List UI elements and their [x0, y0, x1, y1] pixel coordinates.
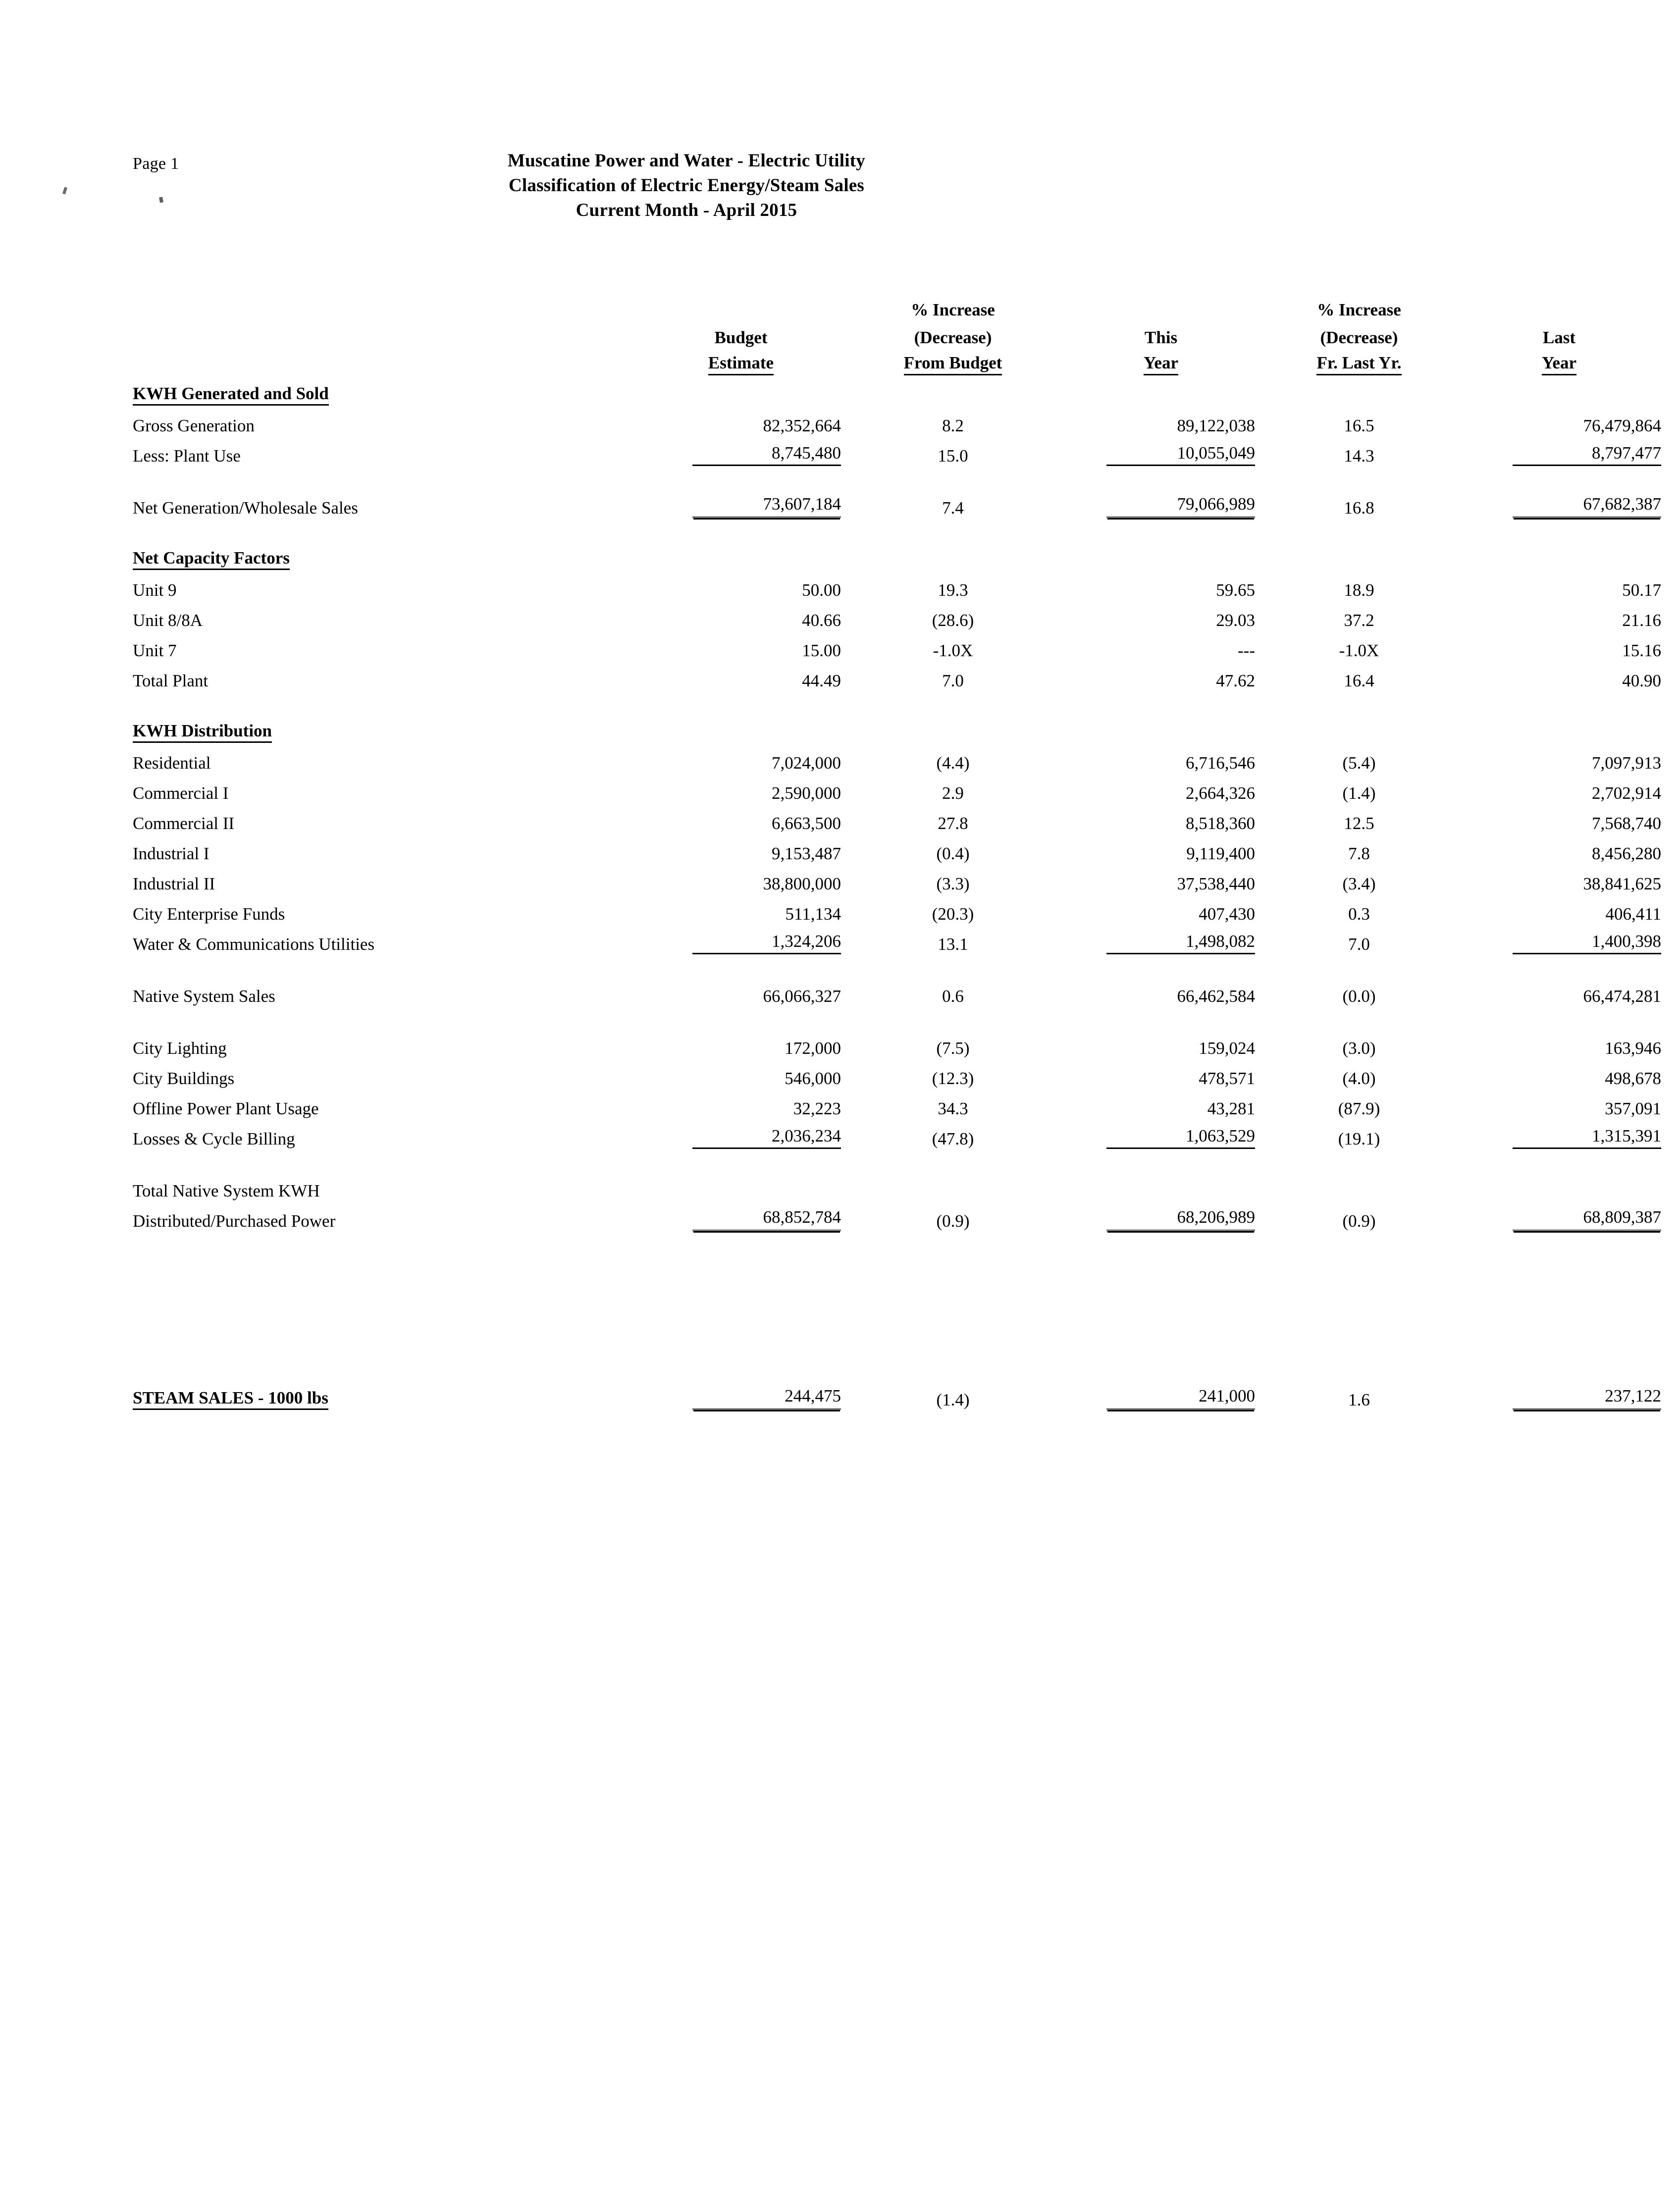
row-this-year: 29.03 — [1216, 611, 1255, 630]
steam-this-year: 241,000 — [1106, 1386, 1255, 1410]
header-from-budget-label: From Budget — [904, 353, 1002, 375]
header-pct-budget-mid: (Decrease) — [914, 328, 992, 347]
table-header-row-mid — [124, 320, 1670, 348]
row-last-year: 2,702,914 — [1592, 783, 1661, 803]
row-budget: 6,663,500 — [772, 814, 841, 833]
header-blank-bottom — [124, 348, 628, 375]
row-pct-last: 14.3 — [1344, 446, 1374, 466]
section-heading-row — [124, 375, 1670, 406]
steam-pct-last: 1.6 — [1348, 1390, 1370, 1409]
row-this-year: 159,024 — [1199, 1039, 1255, 1058]
steam-budget: 244,475 — [692, 1386, 841, 1410]
header-blank — [124, 292, 628, 320]
table-row — [124, 1119, 1670, 1149]
row-pct-last: 7.0 — [1348, 935, 1370, 954]
grand-total-budget-cell — [628, 1201, 854, 1231]
row-pct-budget: (7.5) — [936, 1039, 970, 1058]
row-budget: 2,590,000 — [772, 783, 841, 803]
subtotal-row — [124, 976, 1670, 1006]
section-heading-net-capacity-factors: Net Capacity Factors — [133, 548, 290, 570]
row-budget-cell — [628, 1119, 854, 1149]
spacer-row — [124, 1149, 1670, 1171]
row-pct-budget: (4.4) — [936, 753, 970, 773]
row-budget: 2,036,234 — [692, 1126, 841, 1149]
row-last-year: 15.16 — [1622, 641, 1661, 660]
row-this-year: 6,716,546 — [1186, 753, 1255, 773]
row-last-year: 498,678 — [1605, 1069, 1661, 1088]
spacer-row — [124, 1305, 1670, 1380]
row-label: Residential — [133, 753, 211, 773]
row-this-year: 1,063,529 — [1106, 1126, 1255, 1149]
row-pct-last: (3.4) — [1342, 874, 1376, 893]
header-blank-mid — [124, 320, 628, 348]
row-last-year: 8,456,280 — [1592, 844, 1661, 863]
row-label: Unit 9 — [133, 580, 177, 600]
row-this-year: 8,518,360 — [1186, 814, 1255, 833]
row-budget: 172,000 — [785, 1039, 841, 1058]
header-this-year-top — [1052, 292, 1270, 320]
table-row — [124, 894, 1670, 924]
blank-cell — [1270, 1171, 1448, 1201]
total-this-year-cell — [1052, 488, 1270, 518]
grand-total-label-line1: Total Native System KWH — [133, 1181, 320, 1200]
row-label: Commercial I — [133, 783, 229, 803]
spacer-cell — [124, 1305, 1670, 1380]
subtotal-pct-last: (0.0) — [1342, 987, 1376, 1006]
row-this-year: 43,281 — [1207, 1099, 1255, 1118]
total-last-year-cell — [1448, 488, 1670, 518]
row-pct-last: (19.1) — [1338, 1129, 1380, 1148]
row-pct-budget: 27.8 — [938, 814, 968, 833]
row-budget: 7,024,000 — [772, 753, 841, 773]
row-pct-last: -1.0X — [1339, 641, 1379, 660]
row-budget: 9,153,487 — [772, 844, 841, 863]
spacer-row — [124, 466, 1670, 488]
total-budget-cell — [628, 488, 854, 518]
row-pct-budget: 34.3 — [938, 1099, 968, 1118]
spacer-row — [124, 954, 1670, 976]
header-pct-budget-bottom — [854, 348, 1052, 375]
row-pct-budget: (28.6) — [932, 611, 974, 630]
section-heading-row — [124, 713, 1670, 743]
row-pct-last: 37.2 — [1344, 611, 1374, 630]
row-this-year: 9,119,400 — [1186, 844, 1255, 863]
spacer-row — [124, 1006, 1670, 1028]
section-heading-cell — [124, 540, 1670, 570]
subtotal-pct-budget: 0.6 — [942, 987, 964, 1006]
header-last-year-bottom — [1448, 348, 1670, 375]
row-pct-budget: (47.8) — [932, 1129, 974, 1148]
row-budget: 1,324,206 — [692, 932, 841, 954]
row-last-year: 406,411 — [1605, 904, 1661, 924]
spacer-row — [124, 691, 1670, 713]
header-budget-top — [628, 292, 854, 320]
subtotal-label: Native System Sales — [133, 987, 275, 1006]
row-budget: 511,134 — [785, 904, 841, 924]
table-row — [124, 436, 1670, 466]
table-row — [124, 743, 1670, 773]
row-pct-last: 18.9 — [1344, 580, 1374, 600]
section-heading-kwh-distribution: KWH Distribution — [133, 721, 272, 743]
row-this-year: 59.65 — [1216, 580, 1255, 600]
grand-total-budget: 68,852,784 — [692, 1207, 841, 1231]
title-line-3: Current Month - April 2015 — [576, 200, 797, 220]
title-line-1: Muscatine Power and Water - Electric Utility — [508, 151, 865, 171]
row-pct-budget: -1.0X — [933, 641, 973, 660]
row-this-year-cell — [1052, 436, 1270, 466]
row-last-year: 8,797,477 — [1513, 443, 1661, 466]
total-label: Net Generation/Wholesale Sales — [133, 498, 358, 518]
row-label: Less: Plant Use — [133, 446, 241, 466]
subtotal-budget: 66,066,327 — [763, 987, 841, 1006]
section-heading-kwh-generated: KWH Generated and Sold — [133, 384, 329, 406]
steam-sales-label: STEAM SALES - 1000 lbs — [133, 1388, 328, 1410]
row-this-year-cell — [1052, 1119, 1270, 1149]
row-label: Water & Communications Utilities — [133, 935, 375, 954]
row-last-year: 163,946 — [1605, 1039, 1661, 1058]
report-table — [124, 292, 1670, 1410]
row-label: Industrial II — [133, 874, 215, 893]
row-label: Unit 8/8A — [133, 611, 203, 630]
steam-last-year: 237,122 — [1513, 1386, 1661, 1410]
row-pct-budget: 7.0 — [942, 671, 964, 690]
blank-cell — [854, 1171, 1052, 1201]
table-row — [124, 924, 1670, 954]
row-this-year: 2,664,326 — [1186, 783, 1255, 803]
title-line-2: Classification of Electric Energy/Steam Sales — [508, 175, 865, 196]
row-this-year: --- — [1238, 641, 1255, 660]
row-last-year: 1,400,398 — [1513, 932, 1661, 954]
total-pct-last: 16.8 — [1344, 498, 1374, 518]
row-label: Total Plant — [133, 671, 209, 690]
row-last-year: 21.16 — [1622, 611, 1661, 630]
blank-cell — [1052, 1171, 1270, 1201]
row-pct-last: 16.4 — [1344, 671, 1374, 690]
total-pct-budget: 7.4 — [942, 498, 964, 518]
row-last-year: 50.17 — [1622, 580, 1661, 600]
row-budget-cell — [628, 436, 854, 466]
blank-cell — [1448, 1171, 1670, 1201]
row-label: Unit 7 — [133, 641, 177, 660]
row-this-year-cell — [1052, 924, 1270, 954]
grand-total-pct-budget: (0.9) — [936, 1211, 970, 1231]
header-budget-estimate-label: Estimate — [708, 353, 774, 375]
row-last-year: 38,841,625 — [1583, 874, 1661, 893]
steam-sales-row — [124, 1380, 1670, 1410]
row-label: City Enterprise Funds — [133, 904, 285, 924]
row-pct-budget: (0.4) — [936, 844, 970, 863]
row-pct-last: 0.3 — [1348, 904, 1370, 924]
header-pct-budget-top: % Increase — [911, 300, 995, 319]
row-label: Gross Generation — [133, 416, 255, 435]
row-last-year-cell — [1448, 924, 1670, 954]
section-heading-cell — [124, 713, 1670, 743]
row-this-year: 407,430 — [1199, 904, 1255, 924]
grand-total-label-row — [124, 1171, 1670, 1201]
row-pct-last: (4.0) — [1342, 1069, 1376, 1088]
table-row — [124, 833, 1670, 864]
table-row — [124, 406, 1670, 436]
header-pct-last-mid: (Decrease) — [1320, 328, 1398, 347]
header-budget-mid: Budget — [714, 328, 768, 347]
row-last-year: 357,091 — [1605, 1099, 1661, 1118]
table-row — [124, 1058, 1670, 1089]
row-pct-budget: (20.3) — [932, 904, 974, 924]
steam-this-year-cell — [1052, 1380, 1270, 1410]
table-row — [124, 630, 1670, 661]
row-pct-last: 7.8 — [1348, 844, 1370, 863]
row-this-year: 89,122,038 — [1177, 416, 1255, 435]
row-label: City Buildings — [133, 1069, 235, 1088]
row-pct-last: 12.5 — [1344, 814, 1374, 833]
table-header-row-bottom — [124, 348, 1670, 375]
row-label: Commercial II — [133, 814, 235, 833]
row-this-year: 478,571 — [1199, 1069, 1255, 1088]
row-pct-budget: 8.2 — [942, 416, 964, 435]
table-row — [124, 1089, 1670, 1119]
row-last-year: 1,315,391 — [1513, 1126, 1661, 1149]
row-pct-budget: (3.3) — [936, 874, 970, 893]
table-row — [124, 803, 1670, 833]
total-last-year: 67,682,387 — [1513, 494, 1661, 518]
row-pct-budget: 13.1 — [938, 935, 968, 954]
row-budget: 15.00 — [802, 641, 841, 660]
table-row — [124, 661, 1670, 691]
row-pct-budget: (12.3) — [932, 1069, 974, 1088]
row-label: Industrial I — [133, 844, 210, 863]
subtotal-this-year: 66,462,584 — [1177, 987, 1255, 1006]
row-pct-last: (87.9) — [1338, 1099, 1380, 1118]
row-this-year: 37,538,440 — [1177, 874, 1255, 893]
row-label: Losses & Cycle Billing — [133, 1129, 295, 1148]
grand-total-last-year: 68,809,387 — [1513, 1207, 1661, 1231]
document-title — [0, 149, 1680, 223]
spacer-row — [124, 518, 1670, 540]
row-pct-budget: 19.3 — [938, 580, 968, 600]
header-pct-last-top: % Increase — [1317, 300, 1401, 319]
steam-last-year-cell — [1448, 1380, 1670, 1410]
row-budget: 44.49 — [802, 671, 841, 690]
steam-budget-cell — [628, 1380, 854, 1410]
table-row — [124, 773, 1670, 803]
grand-total-row — [124, 1201, 1670, 1231]
row-budget: 546,000 — [785, 1069, 841, 1088]
row-budget: 40.66 — [802, 611, 841, 630]
row-this-year: 10,055,049 — [1106, 443, 1255, 466]
total-row — [124, 488, 1670, 518]
steam-sales-label-cell — [124, 1380, 628, 1410]
row-budget: 32,223 — [793, 1099, 841, 1118]
row-pct-budget: 15.0 — [938, 446, 968, 466]
header-this-year-bottom — [1052, 348, 1270, 375]
spacer-cell — [124, 466, 1670, 488]
row-budget: 82,352,664 — [763, 416, 841, 435]
row-last-year: 7,097,913 — [1592, 753, 1661, 773]
header-last-year-label: Year — [1542, 353, 1576, 375]
row-this-year: 1,498,082 — [1106, 932, 1255, 954]
spacer-cell — [124, 691, 1670, 713]
row-last-year-cell — [1448, 436, 1670, 466]
subtotal-last-year: 66,474,281 — [1583, 987, 1661, 1006]
section-heading-cell — [124, 375, 1670, 406]
table-row — [124, 864, 1670, 894]
row-label: City Lighting — [133, 1039, 227, 1058]
header-this-year-mid: This — [1144, 328, 1178, 347]
spacer-cell — [124, 1231, 1670, 1305]
steam-pct-budget: (1.4) — [936, 1390, 970, 1409]
header-pct-last-bottom — [1270, 348, 1448, 375]
spacer-cell — [124, 1006, 1670, 1028]
grand-total-last-year-cell — [1448, 1201, 1670, 1231]
spacer-cell — [124, 1149, 1670, 1171]
table-row — [124, 1028, 1670, 1058]
row-pct-last: (3.0) — [1342, 1039, 1376, 1058]
header-budget-bottom — [628, 348, 854, 375]
total-budget: 73,607,184 — [692, 494, 841, 518]
header-this-year-label: Year — [1144, 353, 1178, 375]
row-pct-budget: 2.9 — [942, 783, 964, 803]
grand-total-label-line2: Distributed/Purchased Power — [133, 1211, 336, 1231]
row-budget-cell — [628, 924, 854, 954]
row-label: Offline Power Plant Usage — [133, 1099, 319, 1118]
grand-total-this-year: 68,206,989 — [1106, 1207, 1255, 1231]
row-this-year: 47.62 — [1216, 671, 1255, 690]
header-last-year-mid: Last — [1542, 328, 1576, 347]
row-budget: 38,800,000 — [763, 874, 841, 893]
page-label: Page 1 — [133, 155, 179, 173]
blank-cell — [628, 1171, 854, 1201]
table-row — [124, 570, 1670, 600]
row-budget: 50.00 — [802, 580, 841, 600]
spacer-cell — [124, 518, 1670, 540]
total-this-year: 79,066,989 — [1106, 494, 1255, 518]
header-last-year-top — [1448, 292, 1670, 320]
row-pct-last: (1.4) — [1342, 783, 1376, 803]
row-budget: 8,745,480 — [692, 443, 841, 466]
row-pct-last: 16.5 — [1344, 416, 1374, 435]
row-last-year: 7,568,740 — [1592, 814, 1661, 833]
row-last-year: 76,479,864 — [1583, 416, 1661, 435]
spacer-row — [124, 1231, 1670, 1305]
grand-total-pct-last: (0.9) — [1342, 1211, 1376, 1231]
row-pct-last: (5.4) — [1342, 753, 1376, 773]
section-heading-row — [124, 540, 1670, 570]
grand-total-this-year-cell — [1052, 1201, 1270, 1231]
table-header-row-top — [124, 292, 1670, 320]
spacer-cell — [124, 954, 1670, 976]
row-last-year-cell — [1448, 1119, 1670, 1149]
table-row — [124, 600, 1670, 630]
header-fr-last-yr-label: Fr. Last Yr. — [1316, 353, 1401, 375]
row-last-year: 40.90 — [1622, 671, 1661, 690]
